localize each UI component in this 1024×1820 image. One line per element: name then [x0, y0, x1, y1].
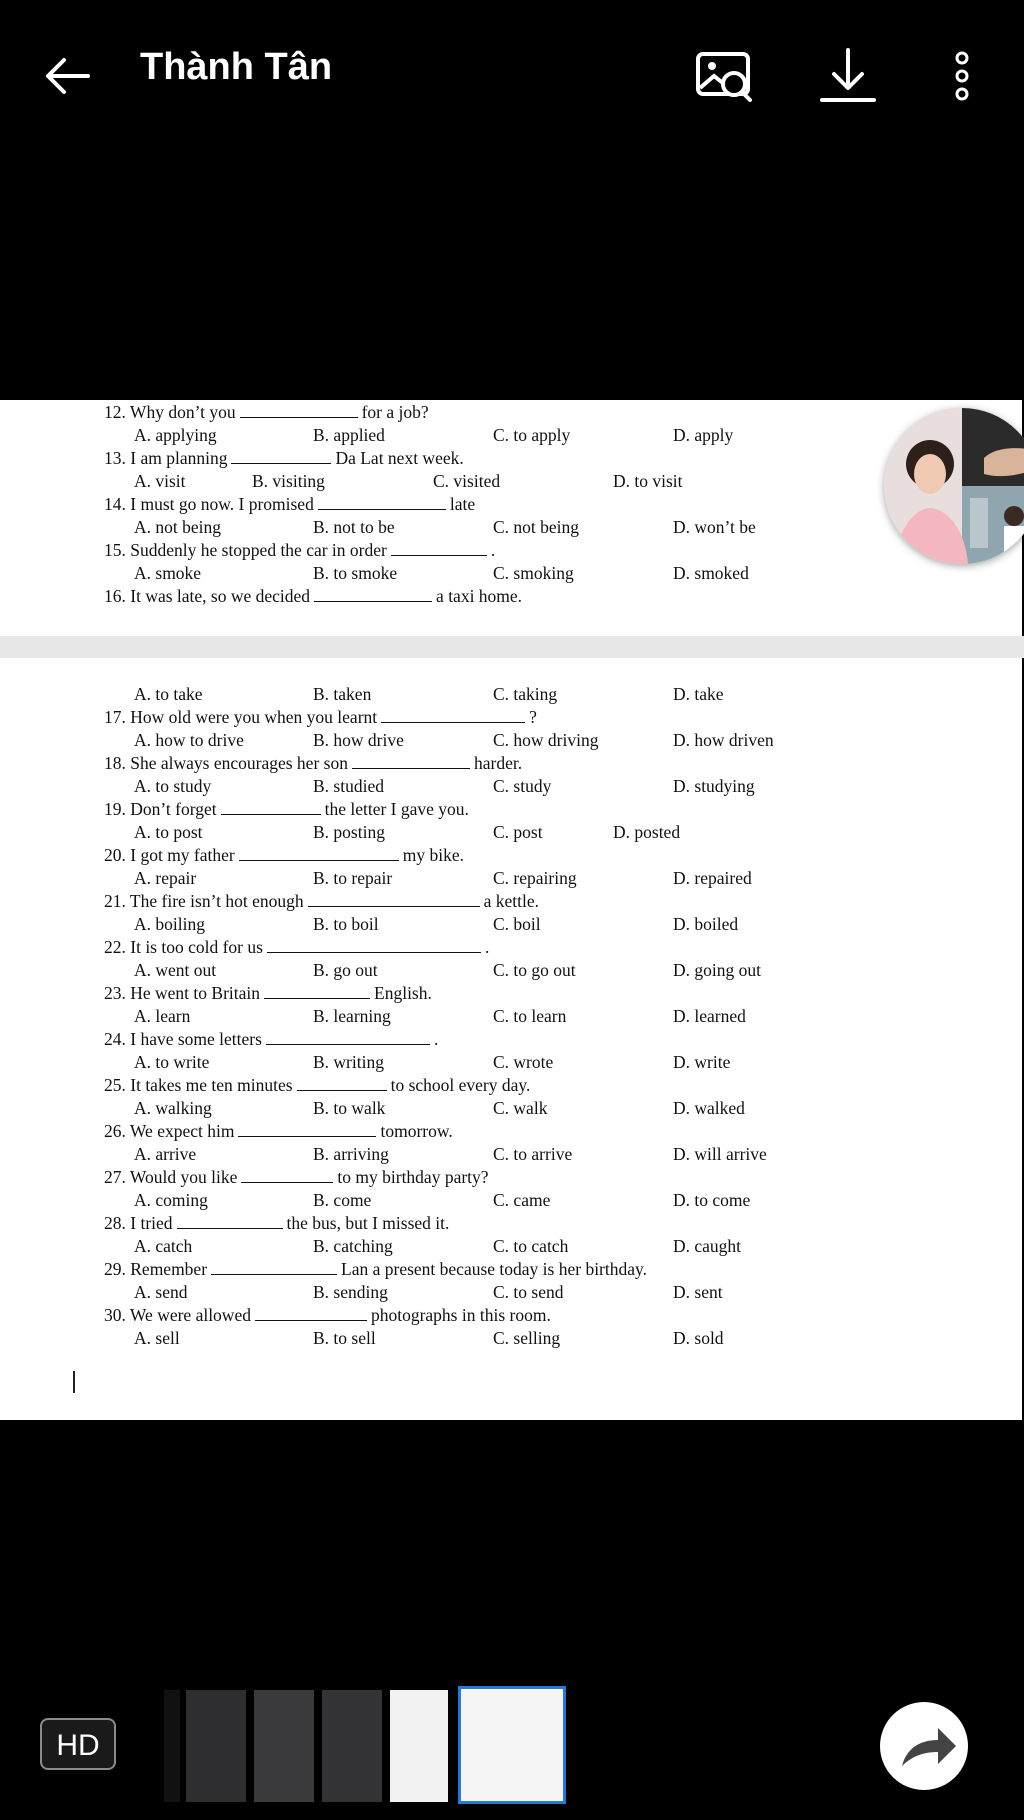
document-page-2 — [0, 658, 1022, 1420]
option: D. smoked — [673, 563, 749, 583]
question-28: 28. I tried the bus, but I missed it. — [104, 1213, 450, 1233]
back-arrow-icon[interactable] — [40, 48, 96, 104]
option: A. walking — [134, 1098, 212, 1118]
option: A. sell — [134, 1328, 180, 1348]
option: A. arrive — [134, 1144, 197, 1164]
option: A. repair — [134, 868, 197, 888]
question-27: 27. Would you like to my birthday party? — [104, 1167, 489, 1187]
question-29: 29. Remember Lan a present because today is her birthday. — [104, 1259, 647, 1279]
option: D. sold — [673, 1328, 724, 1348]
option: B. to walk — [313, 1098, 386, 1118]
option: A. to take — [134, 684, 203, 704]
option: C. to arrive — [493, 1144, 573, 1164]
option: A. to post — [134, 822, 203, 842]
option: C. came — [493, 1190, 551, 1210]
option: B. not to be — [313, 517, 395, 537]
download-icon[interactable] — [816, 44, 880, 108]
question-22: 22. It is too cold for us . — [104, 937, 490, 957]
option: C. walk — [493, 1098, 548, 1118]
option: C. selling — [493, 1328, 561, 1348]
option: B. learning — [313, 1006, 391, 1026]
thumbnail[interactable] — [164, 1690, 180, 1802]
top-bar — [0, 0, 1024, 150]
option: D. sent — [673, 1282, 723, 1302]
question-15: 15. Suddenly he stopped the car in order . — [104, 540, 496, 560]
option: A. send — [134, 1282, 188, 1302]
option: C. boil — [493, 914, 541, 934]
option: D. posted — [613, 822, 681, 842]
option: A. coming — [134, 1190, 208, 1210]
option: D. studying — [673, 776, 755, 796]
option: B. sending — [313, 1282, 388, 1302]
option: A. how to drive — [134, 730, 244, 750]
page-separator — [0, 636, 1024, 658]
question-19: 19. Don’t forget the letter I gave you. — [104, 799, 469, 819]
option: D. write — [673, 1052, 731, 1072]
more-vert-icon[interactable] — [942, 44, 982, 108]
option: B. writing — [313, 1052, 384, 1072]
option: D. to come — [673, 1190, 751, 1210]
question-26: 26. We expect him tomorrow. — [104, 1121, 453, 1141]
option: B. to boil — [313, 914, 379, 934]
question-21: 21. The fire isn’t hot enough a kettle. — [104, 891, 539, 911]
share-icon — [880, 1702, 968, 1790]
option: C. visited — [433, 471, 501, 491]
option: A. boiling — [134, 914, 205, 934]
option: A. applying — [134, 425, 217, 445]
option: D. won’t be — [673, 517, 756, 537]
option: B. come — [313, 1190, 372, 1210]
thumbnail[interactable] — [254, 1690, 314, 1802]
option: B. applied — [313, 425, 385, 445]
option: C. how driving — [493, 730, 599, 750]
option: A. to write — [134, 1052, 210, 1072]
option: B. visiting — [252, 471, 325, 491]
option: C. to apply — [493, 425, 571, 445]
option: B. go out — [313, 960, 378, 980]
option: A. not being — [134, 517, 222, 537]
question-17: 17. How old were you when you learnt ? — [104, 707, 537, 727]
question-30: 30. We were allowed photographs in this room. — [104, 1305, 551, 1325]
option: C. smoking — [493, 563, 574, 583]
option: D. to visit — [613, 471, 683, 491]
thumbnail[interactable] — [186, 1690, 246, 1802]
option: A. smoke — [134, 563, 202, 583]
option: A. to study — [134, 776, 212, 796]
option: B. studied — [313, 776, 384, 796]
question-25: 25. It takes me ten minutes to school every day. — [104, 1075, 531, 1095]
option: A. went out — [134, 960, 217, 980]
option: C. to catch — [493, 1236, 569, 1256]
option: A. learn — [134, 1006, 191, 1026]
option: D. caught — [673, 1236, 742, 1256]
question-20: 20. I got my father my bike. — [104, 845, 464, 865]
option: A. visit — [134, 471, 186, 491]
question-23: 23. He went to Britain English. — [104, 983, 432, 1003]
option: C. study — [493, 776, 552, 796]
option: B. to sell — [313, 1328, 376, 1348]
question-13: 13. I am planning Da Lat next week. — [104, 448, 464, 468]
option: A. catch — [134, 1236, 193, 1256]
conversation-title: Thành Tân — [140, 46, 333, 88]
thumbnail[interactable] — [322, 1690, 382, 1802]
option: B. to smoke — [313, 563, 398, 583]
option: D. going out — [673, 960, 761, 980]
option: C. repairing — [493, 868, 577, 888]
option: B. arriving — [313, 1144, 389, 1164]
option: B. catching — [313, 1236, 393, 1256]
question-16: 16. It was late, so we decided a taxi home. — [104, 586, 523, 606]
option: D. repaired — [673, 868, 752, 888]
option: C. post — [493, 822, 543, 842]
thumbnail[interactable] — [390, 1690, 448, 1802]
option: D. take — [673, 684, 724, 704]
option: C. to send — [493, 1282, 564, 1302]
option: C. taking — [493, 684, 558, 704]
question-12: 12. Why don’t you for a job? — [104, 402, 429, 422]
text-caret — [73, 1371, 75, 1393]
question-18: 18. She always encourages her son harder. — [104, 753, 523, 773]
option: C. to go out — [493, 960, 576, 980]
option: D. how driven — [673, 730, 774, 750]
option: B. taken — [313, 684, 372, 704]
image-search-icon[interactable] — [692, 44, 756, 108]
option: C. not being — [493, 517, 580, 537]
option: D. boiled — [673, 914, 739, 934]
share-button[interactable] — [880, 1702, 968, 1790]
option: C. wrote — [493, 1052, 554, 1072]
document-page-1 — [0, 400, 1022, 636]
thumbnail-selected[interactable] — [458, 1686, 566, 1804]
option: D. learned — [673, 1006, 746, 1026]
question-14: 14. I must go now. I promised late — [104, 494, 476, 514]
option: D. apply — [673, 425, 734, 445]
question-24: 24. I have some letters . — [104, 1029, 439, 1049]
option: B. to repair — [313, 868, 393, 888]
option: D. will arrive — [673, 1144, 767, 1164]
option: C. to learn — [493, 1006, 567, 1026]
option: D. walked — [673, 1098, 745, 1118]
option: B. how drive — [313, 730, 404, 750]
option: B. posting — [313, 822, 385, 842]
hd-toggle-button[interactable]: HD — [40, 1718, 116, 1770]
